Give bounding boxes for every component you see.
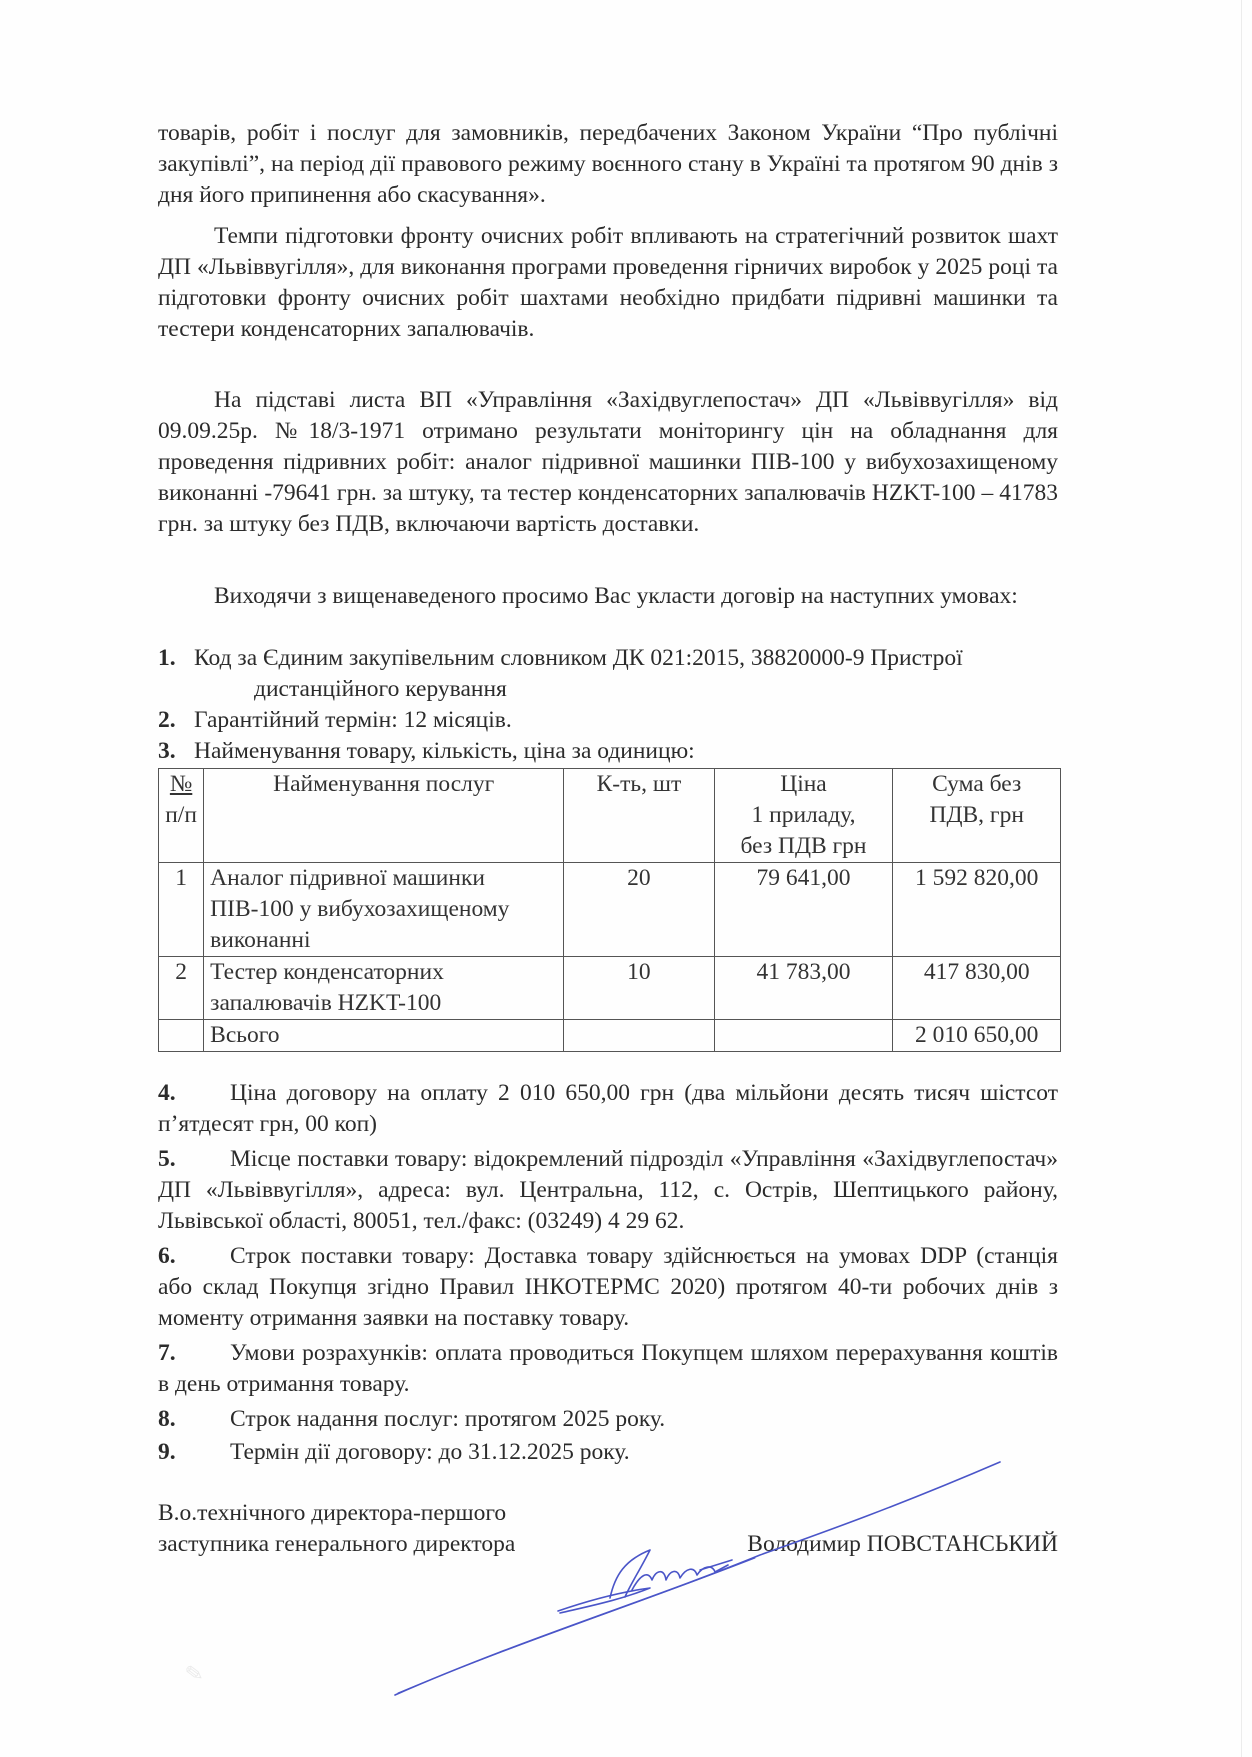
page-edge [1241, 0, 1242, 1757]
row-name: Тестер конденсаторних запалювачів HZKT-100 [204, 957, 564, 1020]
header-number: № п/п [159, 769, 204, 863]
condition-text: Строк поставки товару: Доставка товару здійснюється на умовах DDP (станція або склад Покупця згідно Правил ІНКОТЕРМС 2020) протягом 40-ти робочих днів з моменту отримання заявки на поставку товару. [158, 1243, 1058, 1331]
signature-block [158, 1498, 1058, 1560]
goods-table [158, 768, 1061, 1052]
tempo-paragraph: Темпи підготовки фронту очисних робіт впливають на стратегічний розвиток шахт ДП «Львіввугілля», для виконання програми проведення гірничих виробок у 2025 році та підготовки фронту очисних робіт шахтами необхідно придбати підривні машинки та тестери конденсаторних запалювачів. [158, 223, 1058, 342]
intro-continued-paragraph: товарів, робіт і послуг для замовників, передбачених Законом України “Про публічні закупівлі”, на період дії правового режиму воєнного стану в Україні та протягом 90 днів з дня його припинення або скасування». [158, 120, 1058, 208]
faint-handwriting: ✎ [183, 1659, 206, 1688]
signer-position-line1: В.о.технічного директора-першого [158, 1500, 507, 1526]
condition-text: Місце поставки товару: відокремлений підрозділ «Управління «Західвуглепостач» ДП «Львіввугілля», адреса: вул. Центральна, 112, с. Острів, Шептицького району, Львівської області, 80051, тел./факс: (03249) 4 29 62. [158, 1146, 1058, 1234]
signer-name: Володимир ПОВСТАНСЬКИЙ [747, 1531, 1058, 1557]
basis-paragraph-block [158, 385, 1058, 540]
condition-text: Термін дії договору: до 31.12.2025 року. [230, 1439, 630, 1465]
table-total-row [159, 1020, 1061, 1052]
row-sum: 1 592 820,00 [893, 863, 1061, 957]
tempo-paragraph-block [158, 221, 1058, 345]
table-row [159, 863, 1061, 957]
conditions-bottom [158, 1078, 1058, 1468]
condition-text-continued: дистанційного керування [254, 676, 507, 702]
condition-item: 4. Ціна договору на оплату 2 010 650,00 грн (два мільйони десять тисяч шістсот п’ятдесят грн, 00 коп) [158, 1080, 1058, 1137]
row-number: 1 [159, 863, 204, 957]
condition-number: 1. [158, 645, 176, 671]
condition-item [158, 643, 1058, 705]
table-header-row [159, 769, 1061, 863]
header-quantity: К-ть, шт [564, 769, 714, 863]
intro-paragraph-block [158, 118, 1058, 211]
row-sum: 417 830,00 [893, 957, 1061, 1020]
condition-text: Ціна договору на оплату 2 010 650,00 грн (два мільйони десять тисяч шістсот п’ятдесят грн, 00 коп) [158, 1080, 1058, 1137]
header-sum: Сума без ПДВ, грн [893, 769, 1061, 863]
condition-item: 9. Термін дії договору: до 31.12.2025 року. [158, 1439, 630, 1465]
header-price: Ціна 1 приладу, без ПДВ грн [714, 769, 893, 863]
condition-item: 6. Строк поставки товару: Доставка товару здійснюється на умовах DDP (станція або склад Покупця згідно Правил ІНКОТЕРМС 2020) протягом 40-ти робочих днів з моменту отримання заявки на поставку товару. [158, 1243, 1058, 1331]
condition-item: 5. Місце поставки товару: відокремлений підрозділ «Управління «Західвуглепостач» ДП «Львіввугілля», адреса: вул. Центральна, 112, с. Острів, Шептицького району, Львівської області, 80051, тел./факс: (03249) 4 29 62. [158, 1146, 1058, 1234]
condition-item: 7. Умови розрахунків: оплата проводиться Покупцем шляхом перерахування коштів в день отримання товару. [158, 1340, 1058, 1397]
request-paragraph: Виходячи з вищенаведеного просимо Вас укласти договір на наступних умовах: [214, 583, 1018, 609]
row-quantity: 20 [564, 863, 714, 957]
header-name: Найменування послуг [204, 769, 564, 863]
condition-text: Строк надання послуг: протягом 2025 року. [230, 1406, 666, 1432]
total-label: Всього [204, 1020, 564, 1052]
signer-position-line2: заступника генерального директора [158, 1531, 516, 1557]
row-number: 2 [159, 957, 204, 1020]
request-paragraph-block [158, 581, 1058, 612]
row-name: Аналог підривної машинки ПІВ-100 у вибухозахищеному виконанні [204, 863, 564, 957]
condition-number: 3. [158, 738, 176, 764]
condition-text: Найменування товару, кількість, ціна за одиницю: [194, 738, 695, 764]
condition-text: Код за Єдиним закупівельним словником ДК 021:2015, 38820000-9 Пристрої [194, 645, 963, 671]
condition-text: Умови розрахунків: оплата проводиться Покупцем шляхом перерахування коштів в день отримання товару. [158, 1340, 1058, 1397]
conditions-top [158, 643, 1058, 1052]
condition-number: 2. [158, 707, 176, 733]
condition-text: Гарантійний термін: 12 місяців. [194, 707, 512, 733]
row-price: 79 641,00 [714, 863, 893, 957]
row-quantity: 10 [564, 957, 714, 1020]
row-price: 41 783,00 [714, 957, 893, 1020]
condition-item [158, 705, 1058, 736]
total-sum: 2 010 650,00 [893, 1020, 1061, 1052]
condition-item: 8. Строк надання послуг: протягом 2025 року. [158, 1406, 666, 1432]
condition-item [158, 736, 1058, 767]
basis-paragraph: На підставі листа ВП «Управління «Західвуглепостач» ДП «Львіввугілля» від 09.09.25р. №18/3-1971 отримано результати моніторингу цін на обладнання для проведення підривних робіт: аналог підривної машинки ПІВ-100 у вибухозахищеному виконанні -79641 грн. за штуку, та тестер конденсаторних запалювачів HZKT-100 – 41783 грн. за штуку без ПДВ, включаючи вартість доставки. [158, 387, 1058, 537]
table-row [159, 957, 1061, 1020]
